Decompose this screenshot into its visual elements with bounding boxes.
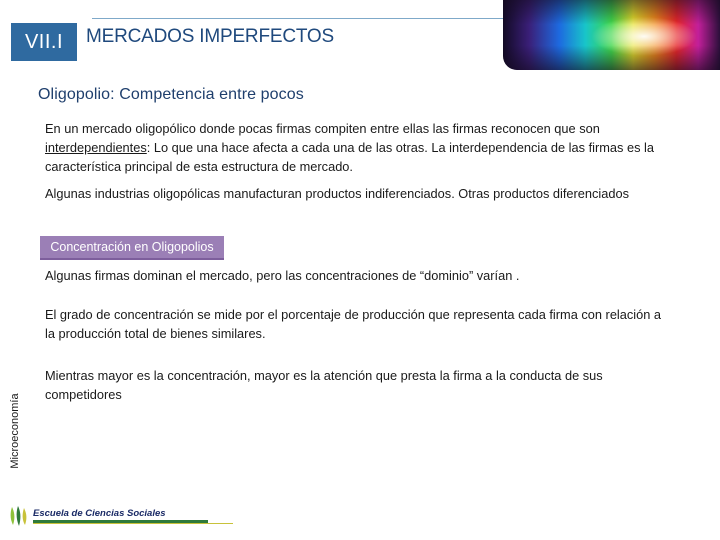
paragraph-products: Algunas industrias oligopólicas manufacturan productos indiferenciados. Otras productos diferenciados	[45, 186, 630, 201]
spectrum-banner-image	[503, 0, 720, 70]
slide-title: MERCADOS IMPERFECTOS	[86, 26, 334, 47]
paragraph-attention: Mientras mayor es la concentración, mayor es la atención que presta la firma a la conducta de sus competidores	[45, 368, 603, 402]
header-divider	[92, 18, 522, 19]
footer-school-name: Escuela de Ciencias Sociales	[33, 508, 166, 519]
paragraph-measurement: El grado de concentración se mide por el porcentaje de producción que representa cada firma con relación a la producción total de bienes similares.	[45, 307, 662, 341]
vertical-course-label: Microeconomía	[9, 393, 21, 469]
underlined-term: interdependientes	[45, 140, 147, 155]
concentration-tag: Concentración en Oligopolios	[40, 236, 224, 260]
school-logo-icon	[9, 505, 27, 527]
section-badge: VII.I	[11, 23, 77, 61]
footer-divider	[33, 520, 233, 523]
slide-subtitle: Oligopolio: Competencia entre pocos	[38, 86, 304, 103]
paragraph-dominance: Algunas firmas dominan el mercado, pero las concentraciones de “dominio” varían .	[45, 268, 520, 283]
paragraph-interdependence: En un mercado oligopólico donde pocas firmas compiten entre ellas las firmas reconocen que son interdependientes: Lo que una hace afecta a cada una de las otras. La interdependencia de las firmas es la característica principal de esta estructura de mercado.	[45, 121, 654, 174]
